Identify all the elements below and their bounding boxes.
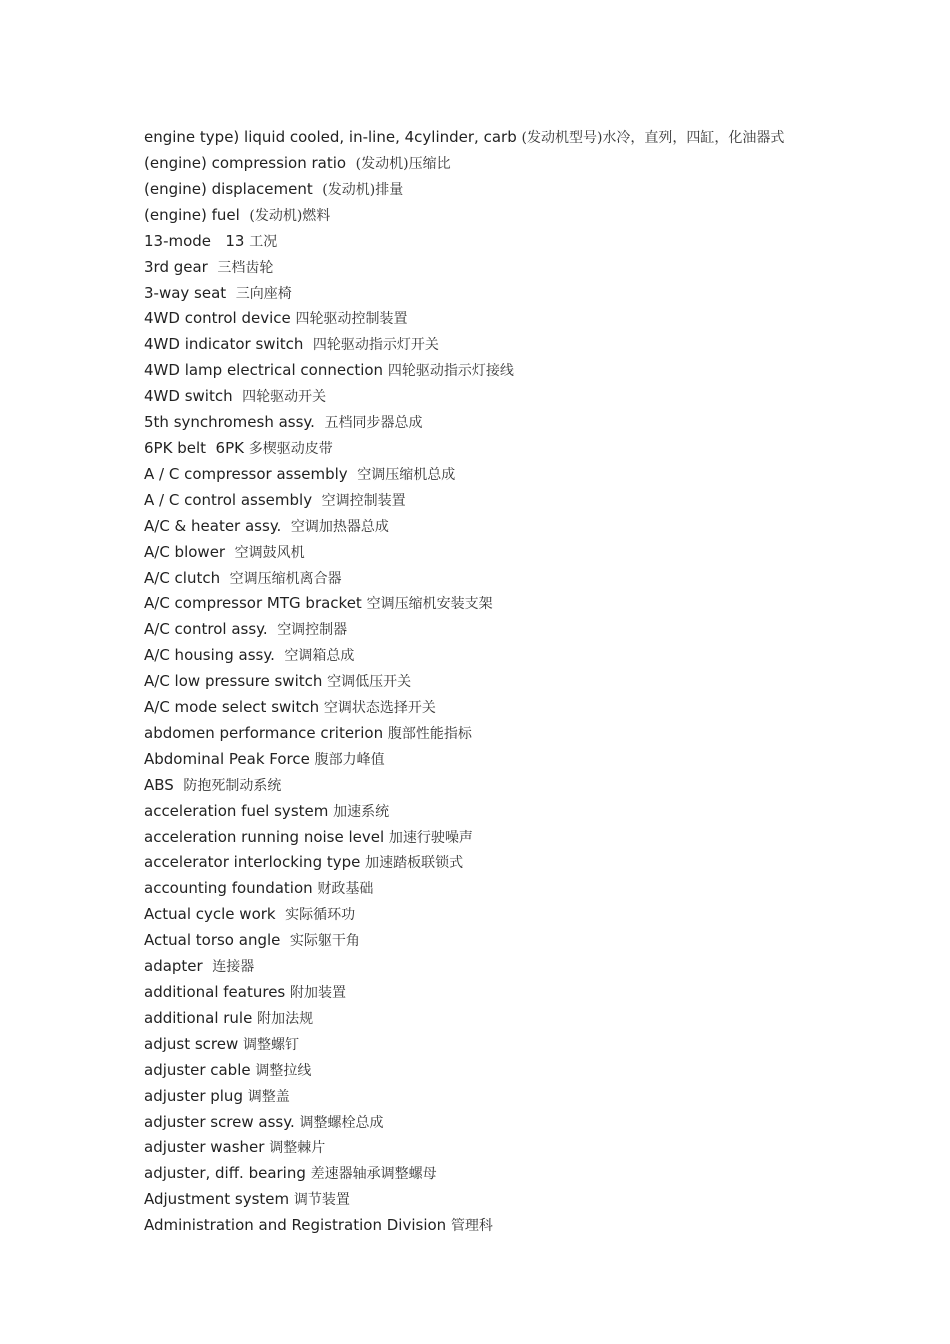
english-term: 13-mode 13 (144, 231, 250, 250)
english-term: adjust screw (144, 1034, 244, 1053)
english-term: acceleration fuel system (144, 801, 334, 820)
glossary-entry (144, 488, 816, 514)
glossary-entry (144, 410, 816, 436)
english-term: abdomen performance criterion (144, 723, 388, 742)
english-term: 6PK belt 6PK (144, 438, 249, 457)
chinese-translation: 空调箱总成 (284, 648, 355, 665)
chinese-translation: 三档齿轮 (217, 259, 274, 276)
glossary-entry (144, 332, 816, 358)
chinese-translation: 多楔驱动皮带 (248, 440, 333, 457)
chinese-translation: 调节装置 (293, 1192, 350, 1209)
glossary-entry (144, 1135, 816, 1161)
english-term: A / C control assembly (144, 490, 322, 509)
glossary-entry (144, 928, 816, 954)
chinese-translation: 加速踏板联锁式 (365, 855, 464, 872)
chinese-translation: 四轮驱动指示灯开关 (312, 337, 439, 354)
glossary-page (144, 125, 816, 1239)
english-term: Actual cycle work (144, 905, 286, 924)
glossary-entry (144, 669, 816, 695)
english-term: (engine) compression ratio (144, 154, 356, 172)
english-term: (engine) fuel (144, 205, 250, 224)
english-term: adjuster plug (144, 1086, 248, 1105)
english-term: A/C clutch (144, 568, 230, 587)
chinese-translation: 连接器 (212, 959, 255, 976)
glossary-entry (144, 125, 816, 151)
chinese-translation: 防抱死制动系统 (183, 777, 282, 794)
chinese-translation: 调整螺栓总成 (299, 1114, 384, 1131)
chinese-translation: 腹部力峰值 (314, 751, 385, 768)
glossary-entry (144, 876, 816, 902)
english-term: Adjustment system (144, 1190, 294, 1209)
english-term: A/C compressor MTG bracket (144, 594, 367, 613)
chinese-translation: 财政基础 (317, 881, 374, 898)
chinese-translation: 空调状态选择开关 (323, 700, 436, 717)
chinese-translation: 空调加热器总成 (290, 518, 389, 535)
chinese-translation: 空调控制装置 (321, 492, 406, 509)
chinese-translation: 差速器轴承调整螺母 (310, 1166, 437, 1183)
glossary-entry (144, 540, 816, 566)
english-term: 4WD indicator switch (144, 335, 313, 354)
glossary-entry (144, 617, 816, 643)
english-term: 3rd gear (144, 257, 218, 276)
chinese-translation: 调整螺钉 (243, 1036, 300, 1053)
chinese-translation: 调整棘片 (269, 1140, 326, 1157)
english-term: adjuster, diff. bearing (144, 1164, 311, 1183)
english-term: ABS (144, 775, 184, 794)
english-term: Actual torso angle (144, 931, 290, 950)
chinese-translation: 四轮驱动开关 (242, 389, 327, 406)
glossary-entry (144, 255, 816, 281)
glossary-entry (144, 1058, 816, 1084)
glossary-entry (144, 825, 816, 851)
glossary-entry (144, 177, 816, 203)
english-term: additional rule (144, 1008, 258, 1027)
english-term: adjuster screw assy. (144, 1112, 300, 1131)
chinese-translation: 空调压缩机总成 (357, 466, 456, 483)
glossary-entry (144, 1161, 816, 1187)
glossary-entry (144, 229, 816, 255)
glossary-entry (144, 695, 816, 721)
english-term: adapter (144, 957, 213, 976)
english-term: A/C mode select switch (144, 698, 324, 717)
glossary-entry (144, 1006, 816, 1032)
chinese-translation: (发动机型号)水冷，直列，四缸，化油器式 (521, 130, 785, 146)
chinese-translation: 附加装置 (290, 985, 347, 1001)
chinese-translation: 空调压缩机安装支架 (366, 596, 493, 613)
glossary-entry (144, 306, 816, 332)
glossary-entry (144, 384, 816, 410)
chinese-translation: 空调低压开关 (327, 674, 412, 691)
english-term: adjuster washer (144, 1138, 270, 1157)
english-term: 3-way seat (144, 283, 236, 302)
english-term: 4WD switch (144, 387, 243, 406)
english-term: A/C & heater assy. (144, 516, 291, 535)
english-term: 4WD control device (144, 309, 296, 328)
english-term: A/C blower (144, 542, 235, 561)
english-term: acceleration running noise level (144, 827, 389, 846)
glossary-entry (144, 566, 816, 592)
chinese-translation: 工况 (249, 233, 278, 250)
english-term: additional features (144, 983, 291, 1001)
chinese-translation: (发动机)排量 (322, 181, 404, 198)
chinese-translation: 五档同步器总成 (324, 415, 423, 432)
chinese-translation: 空调鼓风机 (234, 544, 305, 561)
english-term: accounting foundation (144, 879, 318, 898)
glossary-entry (144, 747, 816, 773)
glossary-entry (144, 954, 816, 980)
glossary-entry (144, 721, 816, 747)
english-term: A/C housing assy. (144, 646, 285, 665)
glossary-entry (144, 591, 816, 617)
english-term: (engine) displacement (144, 179, 323, 198)
glossary-entry (144, 799, 816, 825)
english-term: adjuster cable (144, 1060, 256, 1079)
chinese-translation: 实际循环功 (285, 907, 356, 924)
glossary-entry (144, 1084, 816, 1110)
glossary-entry (144, 514, 816, 540)
english-term: accelerator interlocking type (144, 853, 366, 872)
english-term: Abdominal Peak Force (144, 749, 315, 768)
glossary-entry (144, 462, 816, 488)
glossary-entry (144, 980, 816, 1006)
english-term: A/C low pressure switch (144, 672, 328, 691)
chinese-translation: 空调控制器 (277, 622, 348, 639)
chinese-translation: 三向座椅 (235, 285, 292, 302)
glossary-entry (144, 1032, 816, 1058)
chinese-translation: 四轮驱动指示灯接线 (387, 363, 514, 380)
chinese-translation: 实际躯干角 (289, 933, 360, 950)
english-term: 4WD lamp electrical connection (144, 361, 388, 380)
glossary-entry (144, 1187, 816, 1213)
english-term: A / C compressor assembly (144, 464, 358, 483)
glossary-entry (144, 151, 816, 177)
english-term: engine type) liquid cooled, in-line, 4cylinder, carb (144, 128, 522, 146)
english-term: Administration and Registration Division (144, 1216, 451, 1235)
chinese-translation: 加速系统 (333, 803, 390, 820)
english-term: A/C control assy. (144, 620, 278, 639)
glossary-entry (144, 902, 816, 928)
glossary-entry (144, 436, 816, 462)
chinese-translation: 加速行驶噪声 (388, 829, 473, 846)
glossary-entry (144, 773, 816, 799)
glossary-entry (144, 850, 816, 876)
chinese-translation: 管理科 (450, 1218, 493, 1235)
glossary-entry (144, 281, 816, 307)
chinese-translation: 调整拉线 (255, 1062, 312, 1079)
chinese-translation: 调整盖 (247, 1088, 290, 1105)
chinese-translation: 附加法规 (257, 1010, 314, 1027)
chinese-translation: 四轮驱动控制装置 (295, 311, 408, 328)
chinese-translation: (发动机)燃料 (249, 207, 331, 224)
glossary-entry (144, 643, 816, 669)
chinese-translation: 空调压缩机离合器 (229, 570, 342, 587)
glossary-entry (144, 203, 816, 229)
chinese-translation: (发动机)压缩比 (355, 156, 451, 172)
chinese-translation: 腹部性能指标 (387, 725, 472, 742)
glossary-entry (144, 1110, 816, 1136)
glossary-entry (144, 358, 816, 384)
english-term: 5th synchromesh assy. (144, 413, 325, 432)
glossary-entry (144, 1213, 816, 1239)
